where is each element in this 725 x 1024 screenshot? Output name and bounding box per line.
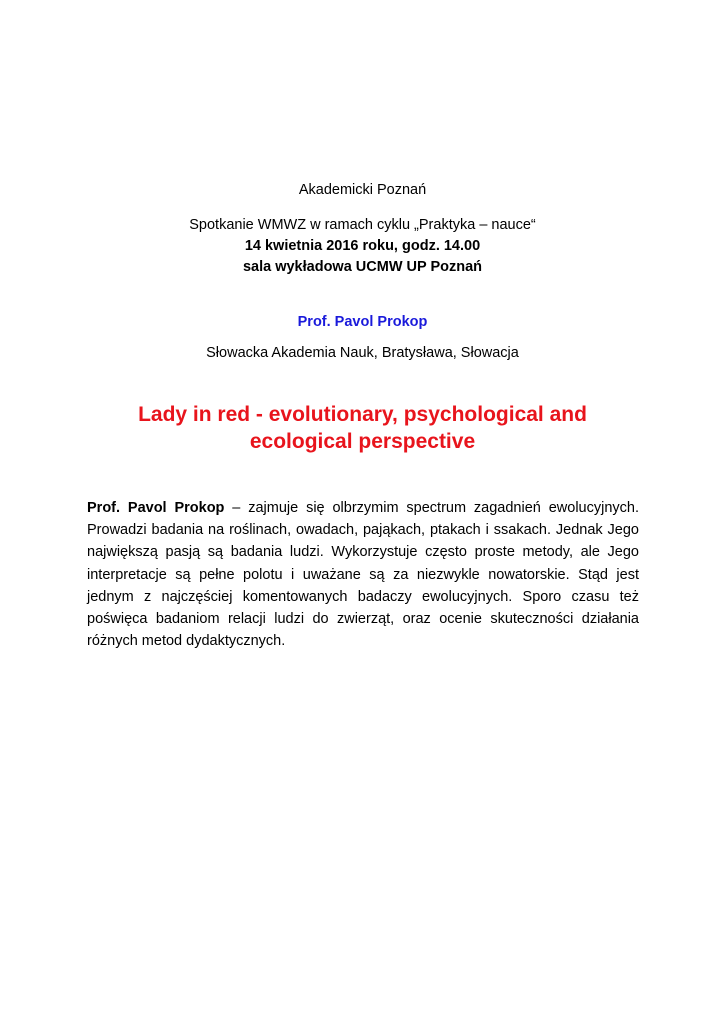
meeting-description: Spotkanie WMWZ w ramach cyklu „Praktyka – nauce“ — [189, 217, 536, 233]
organizer-name: Akademicki Poznań — [298, 182, 427, 198]
speaker-bio — [87, 497, 639, 652]
bio-speaker-name: Prof. Pavol Prokop — [87, 500, 225, 516]
speaker-affiliation: Słowacka Akademia Nauk, Bratysława, Słowacja — [206, 345, 519, 361]
talk-title — [0, 401, 725, 455]
bio-text: – zajmuje się olbrzymim spectrum zagadnień ewolucyjnych. Prowadzi badania na roślinach, owadach, pająkach, ptakach i ssakach. Jednak Jego największą pasją są badania ludzi. Wykorzystuje często proste metody, ale Jego interpretacje są pełne polotu i uważane są za niezwykle nowatorskie. Stąd jest jednym z najczęściej komentowanych badaczy ewolucyjnych. Sporo czasu też poświęca badaniom relacji ludzi do zwierząt, oraz ocenie skuteczności działania różnych metod dydaktycznych. — [87, 500, 639, 650]
speaker-name: Prof. Pavol Prokop — [297, 314, 428, 330]
event-venue: sala wykładowa UCMW UP Poznań — [242, 259, 483, 275]
event-date: 14 kwietnia 2016 roku, godz. 14.00 — [244, 238, 481, 254]
talk-title-line-2: ecological perspective — [249, 430, 476, 453]
talk-title-line-1: Lady in red - evolutionary, psychological and — [138, 403, 587, 426]
